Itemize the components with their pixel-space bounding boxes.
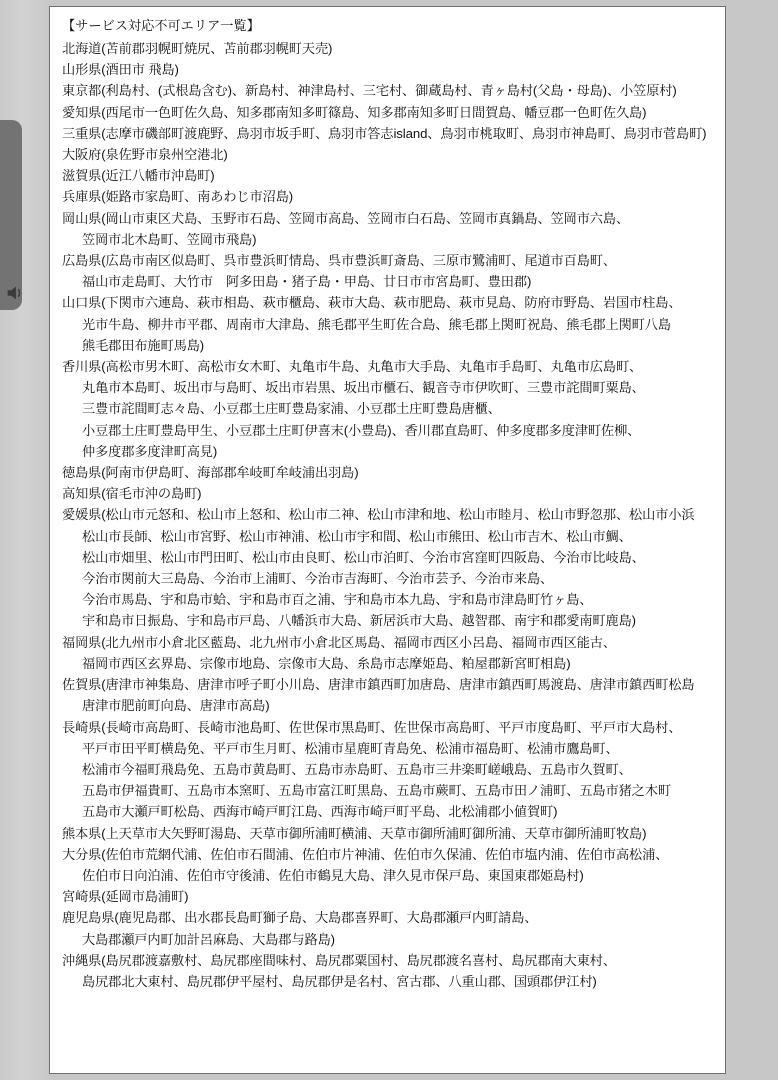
prefecture-line: 香川県(高松市男木町、高松市女木町、丸亀市牛島、丸亀市大手島、丸亀市手島町、丸亀市広島町、 (62, 359, 643, 375)
list-item (62, 504, 715, 631)
prefecture-line-continued: 熊毛郡田布施町馬島) (82, 337, 205, 353)
page-title: 【サービス対応不可エリア一覧】 (62, 18, 260, 33)
list-item (62, 907, 715, 949)
list-item (62, 356, 715, 462)
prefecture-line-continued: 今治市馬島、宇和島市蛤、宇和島市百之浦、宇和島市本九島、宇和島市津島町竹ヶ島、 (82, 592, 593, 608)
prefecture-line-continued: 光市牛島、柳井市平郡、周南市大津島、熊毛郡平生町佐合島、熊毛郡上関町祝島、熊毛郡上関町八島 (82, 316, 671, 332)
prefecture-line-continued: 丸亀市本島町、坂出市与島町、坂出市岩黒、坂出市櫃石、観音寺市伊吹町、三豊市詫間町粟島、 (82, 380, 645, 396)
prefecture-line-continued: 島尻郡北大東村、島尻郡伊平屋村、島尻郡伊是名村、宮古郡、八重山郡、国頭郡伊江村) (82, 973, 597, 989)
prefecture-line: 愛知県(西尾市一色町佐久島、知多郡南知多町篠島、知多郡南知多町日間賀島、幡豆郡一色町佐久島) (62, 104, 647, 120)
prefecture-line-continued: 唐津市肥前町向島、唐津市高島) (82, 698, 270, 714)
list-item (62, 844, 715, 886)
prefecture-line: 高知県(宿毛市沖の島町) (62, 486, 202, 502)
list-item (62, 632, 715, 674)
prefecture-line-continued: 小豆郡土庄町豊島甲生、小豆郡土庄町伊喜末(小豊島)、香川郡直島町、仲多度郡多度津町佐柳、 (82, 422, 641, 438)
list-item (62, 123, 715, 144)
prefecture-line-continued: 五島市大瀬戸町松島、西海市崎戸町江島、西海市崎戸町平島、北松浦郡小値賀町) (82, 804, 558, 820)
prefecture-line: 鹿児島県(鹿児島郡、出水郡長島町獅子島、大島郡喜界町、大島郡瀬戸内町請島、 (62, 910, 538, 926)
prefecture-line: 愛媛県(松山市元怒和、松山市上怒和、松山市二神、松山市津和地、松山市睦月、松山市野忽那、松山市小浜 (62, 507, 695, 523)
prefecture-line-continued: 平戸市田平町横島免、平戸市生月町、松浦市星鹿町青島免、松浦市福島町、松浦市鷹島町、 (82, 740, 619, 756)
prefecture-line: 東京都(利島村、(式根島含む)、新島村、神津島村、三宅村、御蔵島村、青ヶ島村(父島・母島)、小笠原村) (62, 83, 677, 99)
list-item (62, 886, 715, 907)
prefecture-line: 熊本県(上天草市大矢野町湯島、天草市御所浦町横浦、天草市御所浦町御所浦、天草市御所浦町牧島) (62, 825, 647, 841)
prefecture-line-continued: 福山市走島町、大竹市 阿多田島・猪子島・甲島、廿日市市宮島町、豊田郡) (82, 274, 532, 290)
prefecture-line-continued: 五島市伊福貴町、五島市本窯町、五島市富江町黒島、五島市蕨町、五島市田ノ浦町、五島市猪之木町 (82, 783, 671, 799)
prefecture-line: 北海道(苫前郡羽幌町焼尻、苫前郡羽幌町天売) (62, 41, 333, 56)
list-item (62, 717, 715, 823)
prefecture-line: 岡山県(岡山市東区犬島、玉野市石島、笠岡市高島、笠岡市白石島、笠岡市真鍋島、笠岡市六島、 (62, 210, 630, 226)
list-item (62, 208, 715, 250)
list-item (62, 462, 715, 483)
prefecture-line-continued: 松山市畑里、松山市門田町、松山市由良町、松山市泊町、今治市宮窪町四阪島、今治市比岐島、 (82, 549, 645, 565)
list-item (62, 144, 715, 165)
prefecture-line-continued: 佐伯市日向泊浦、佐伯市守後浦、佐伯市鶴見大島、津久見市保戸島、東国東郡姫島村) (82, 867, 584, 883)
service-unavailable-area-document (49, 6, 726, 1074)
prefecture-line-continued: 松山市長師、松山市宮野、松山市神浦、松山市宇和間、松山市熊田、松山市吉木、松山市鯛、 (82, 528, 632, 544)
prefecture-line: 福岡県(北九州市小倉北区藍島、北九州市小倉北区馬島、福岡市西区小呂島、福岡市西区能古、 (62, 634, 616, 650)
list-item (62, 59, 715, 80)
prefecture-line-continued: 大島郡瀬戸内町加計呂麻島、大島郡与路島) (82, 931, 335, 947)
list-item (62, 292, 715, 356)
list-item (62, 80, 715, 101)
prefecture-line: 山口県(下関市六連島、萩市相島、萩市櫃島、萩市大島、萩市肥島、萩市見島、防府市野島、岩国市柱島、 (62, 295, 682, 311)
prefecture-line: 沖縄県(島尻郡渡嘉敷村、島尻郡座間味村、島尻郡粟国村、島尻郡渡名喜村、島尻郡南大東村、 (62, 952, 616, 968)
list-item (62, 483, 715, 504)
area-list (62, 38, 715, 992)
prefecture-line: 広島県(広島市南区似島町、呉市豊浜町情島、呉市豊浜町斎島、三原市鷺浦町、尾道市百島町、 (62, 253, 616, 269)
prefecture-line: 滋賀県(近江八幡市沖島町) (62, 168, 215, 184)
prefecture-line: 大分県(佐伯市荒網代浦、佐伯市石間浦、佐伯市片神浦、佐伯市久保浦、佐伯市塩内浦、佐伯市高松浦、 (62, 846, 669, 862)
list-item (62, 102, 715, 123)
prefecture-line-continued: 福岡市西区玄界島、宗像市地島、宗像市大島、糸島市志摩姫島、粕屋郡新宮町相島) (82, 655, 571, 671)
prefecture-line-continued: 宇和島市日振島、宇和島市戸島、八幡浜市大島、新居浜市大島、越智郡、南宇和郡愛南町鹿島) (82, 613, 636, 629)
list-item (62, 186, 715, 207)
list-item (62, 250, 715, 292)
speaker-icon (4, 282, 26, 304)
list-item (62, 674, 715, 716)
prefecture-line: 宮崎県(延岡市島浦町) (62, 889, 189, 905)
list-item (62, 823, 715, 844)
prefecture-line: 三重県(志摩市磯部町渡鹿野、鳥羽市坂手町、鳥羽市答志island、鳥羽市桃取町、鳥羽市神島町、鳥羽市菅島町) (62, 125, 707, 141)
prefecture-line-continued: 笠岡市北木島町、笠岡市飛島) (82, 231, 257, 247)
prefecture-line: 徳島県(阿南市伊島町、海部郡牟岐町牟岐浦出羽島) (62, 465, 359, 481)
prefecture-line-continued: 松浦市今福町飛島免、五島市黄島町、五島市赤島町、五島市三井楽町嵯峨島、五島市久賀町、 (82, 761, 632, 777)
prefecture-line: 兵庫県(姫路市家島町、南あわじ市沼島) (62, 189, 294, 205)
list-item (62, 165, 715, 186)
prefecture-line: 佐賀県(唐津市神集島、唐津市呼子町小川島、唐津市鎮西町加唐島、唐津市鎮西町馬渡島、唐津市鎮西町松島 (62, 677, 695, 693)
list-item (62, 38, 715, 59)
prefecture-line-continued: 三豊市詫間町志々島、小豆郡土庄町豊島家浦、小豆郡土庄町豊島唐櫃、 (82, 401, 501, 417)
prefecture-line: 大阪府(泉佐野市泉州空港北) (62, 147, 228, 163)
prefecture-line-continued: 仲多度郡多度津町高見) (82, 443, 218, 459)
prefecture-line-continued: 今治市関前大三島島、今治市上浦町、今治市吉海町、今治市芸予、今治市来島、 (82, 571, 554, 587)
prefecture-line: 山形県(酒田市 飛島) (62, 62, 179, 78)
list-item (62, 950, 715, 992)
prefecture-line: 長崎県(長崎市高島町、長崎市池島町、佐世保市黒島町、佐世保市高島町、平戸市度島町、平戸市大島村、 (62, 719, 682, 735)
